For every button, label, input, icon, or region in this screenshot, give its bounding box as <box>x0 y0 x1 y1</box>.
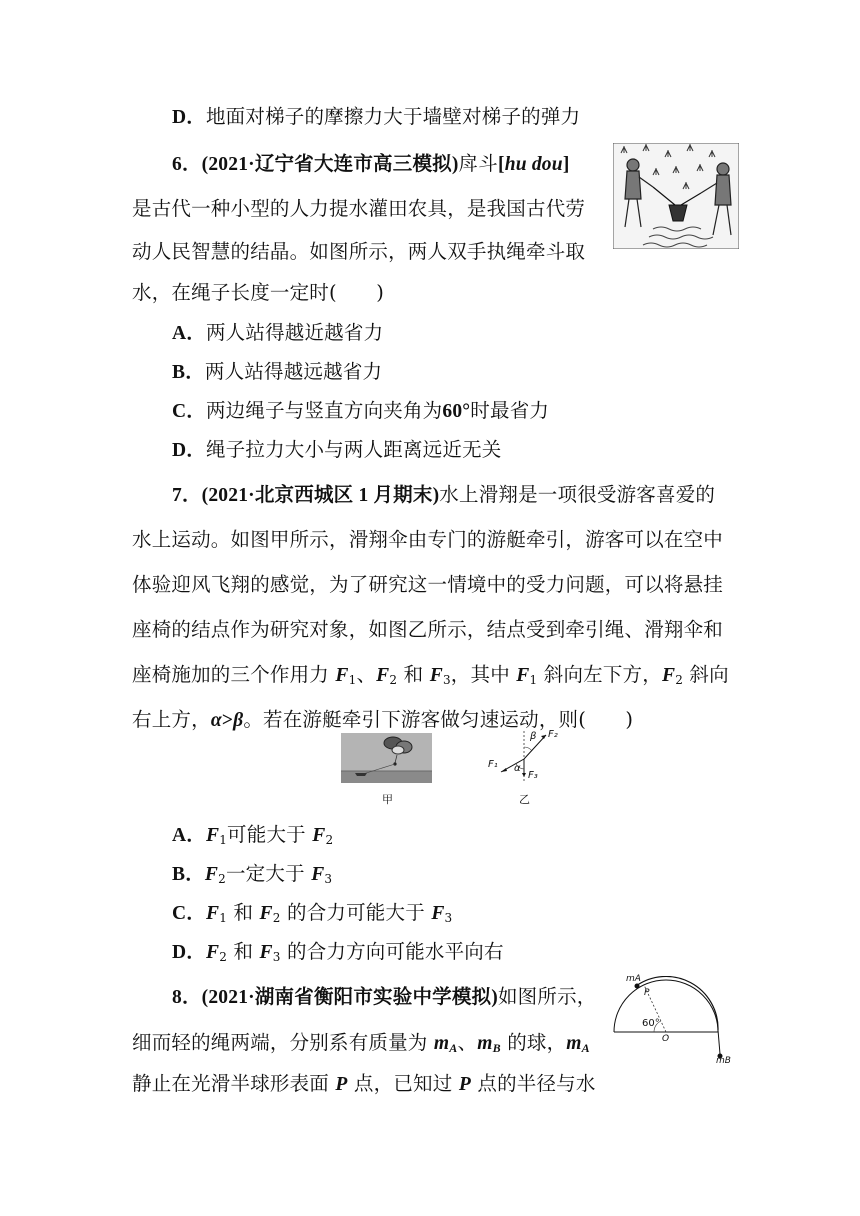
question-text: 水上滑翔是一项很受游客喜爱的 <box>439 483 716 506</box>
option-label: C． <box>172 903 206 924</box>
option-label: A． <box>172 825 206 846</box>
text: 点，已知过 <box>347 1072 459 1095</box>
label-f3: F₃ <box>528 770 538 781</box>
text: 斜向左下方， <box>537 663 662 686</box>
source-month: 1 <box>353 485 374 506</box>
q6-illustration <box>613 143 739 249</box>
text: 座椅施加的三个作用力 <box>132 663 336 686</box>
option-text: 地面对梯子的摩擦力大于墙壁对梯子的弹力 <box>205 105 581 128</box>
label-ma: mA <box>626 974 641 984</box>
label-beta: β <box>530 731 537 742</box>
label-mb: mB <box>716 1056 731 1066</box>
source-open: (2021· <box>201 154 255 175</box>
subscript: 1 <box>348 673 357 687</box>
question-source-suffix: 月期末 <box>373 483 433 506</box>
option-text: 两人站得越近越省力 <box>205 321 384 344</box>
pinyin-open: [ <box>497 154 505 175</box>
option-text: 一定大于 <box>225 862 312 885</box>
subscript: A <box>581 1041 590 1055</box>
text: 、 <box>356 663 377 686</box>
option-text: 两边绳子与竖直方向夹角为 <box>205 399 443 422</box>
question-number: 7． <box>172 485 202 506</box>
option-text: 的合力方向可能水平向右 <box>280 940 504 963</box>
q8-line1 <box>172 984 596 1011</box>
q6-option-a <box>172 320 383 347</box>
figure-caption-yi: 乙 <box>519 793 530 806</box>
question-number: 8． <box>172 987 202 1008</box>
subscript: 3 <box>442 673 451 687</box>
q6-line2: 是古代一种小型的人力提水灌田农具，是我国古代劳 <box>132 197 586 220</box>
q7-line1 <box>172 482 715 509</box>
var-m: m <box>477 1033 493 1054</box>
option-text: 可能大于 <box>227 823 313 846</box>
var-f: F <box>431 903 445 924</box>
var-f: F <box>204 864 219 885</box>
subscript: 2 <box>272 911 281 925</box>
subscript: 1 <box>529 673 538 687</box>
option-text: 时最省力 <box>470 399 550 422</box>
question-source: 湖南省衡阳市实验中学模拟 <box>254 985 492 1008</box>
force-diagram <box>486 729 566 787</box>
label-alpha: α <box>514 763 521 774</box>
subscript: 2 <box>218 872 226 886</box>
subscript: 2 <box>219 950 228 964</box>
subscript: 3 <box>444 911 453 925</box>
subscript: 3 <box>272 950 281 964</box>
q6-option-b <box>172 359 382 386</box>
var-f: F <box>205 825 220 846</box>
source-close: ) <box>491 987 498 1008</box>
q6-option-d <box>172 437 502 464</box>
subscript: B <box>492 1041 501 1055</box>
q7-option-c <box>172 900 452 931</box>
subscript: 2 <box>389 673 398 687</box>
option-text: 绳子拉力大小与两人距离远近无关 <box>205 438 502 461</box>
paraglide-photo <box>341 733 432 783</box>
option-text: 的合力可能大于 <box>280 901 432 924</box>
angle-value: 60° <box>442 401 471 422</box>
var-p: P <box>458 1074 471 1095</box>
subscript: 1 <box>219 911 228 925</box>
text: 点的半径与水 <box>470 1072 596 1095</box>
q6-line4: 水，在绳子长度一定时( ) <box>132 281 385 304</box>
text: 、 <box>457 1031 478 1054</box>
option-label: C． <box>172 401 206 422</box>
var-f: F <box>205 903 220 924</box>
var-f: F <box>661 665 676 686</box>
label-o: O <box>662 1034 670 1044</box>
subscript: 1 <box>219 833 228 847</box>
text: 。若在游艇牵引下游客做匀速运动，则( ) <box>243 708 634 731</box>
q7-option-d <box>172 939 504 970</box>
question-text: 如图所示， <box>497 985 597 1008</box>
term: 戽斗 <box>458 152 498 175</box>
var-f: F <box>311 864 325 885</box>
hemisphere-diagram <box>612 976 742 1068</box>
q7-line2: 水上运动。如图甲所示，滑翔伞由专门的游艇牵引，游客可以在空中 <box>132 528 724 551</box>
q7-line4: 座椅的结点作为研究对象，如图乙所示，结点受到牵引绳、滑翔伞和 <box>132 618 724 641</box>
var-f: F <box>259 903 273 924</box>
q6-option-c <box>172 398 549 425</box>
source-open: (2021· <box>201 485 255 506</box>
text: 的球， <box>500 1031 567 1054</box>
text: 斜向 <box>683 663 729 686</box>
question-source: 北京西城区 <box>254 483 354 506</box>
var-alpha: α <box>210 710 222 731</box>
var-p: P <box>335 1074 348 1095</box>
option-label: B． <box>172 362 205 383</box>
source-close: ) <box>432 485 440 506</box>
pinyin-close: ] <box>562 154 570 175</box>
option-label: D． <box>172 440 206 461</box>
option-label: A． <box>172 323 206 344</box>
var-m: m <box>433 1033 450 1054</box>
option-label: D． <box>172 942 206 963</box>
source-close: ) <box>451 154 459 175</box>
label-p: P <box>644 988 650 998</box>
text: 静止在光滑半球形表面 <box>132 1072 336 1095</box>
q6-line1 <box>172 151 570 178</box>
option-text: 两人站得越远越省力 <box>204 360 383 383</box>
question-number: 6． <box>172 154 202 175</box>
text: 和 <box>397 663 430 686</box>
var-f: F <box>516 665 530 686</box>
option-text: 和 <box>227 940 260 963</box>
q7-line5 <box>132 662 729 693</box>
var-beta: β <box>233 710 244 731</box>
source-open: (2021· <box>201 987 255 1008</box>
option-label: B． <box>172 864 205 885</box>
q7-line3: 体验迎风飞翔的感觉，为了研究这一情境中的受力问题，可以将悬挂 <box>132 573 724 596</box>
option-label: D． <box>172 107 206 128</box>
var-f: F <box>205 942 220 963</box>
var-f: F <box>429 665 443 686</box>
option-text: 和 <box>227 901 260 924</box>
pinyin: hu dou <box>504 154 563 175</box>
q7-option-b <box>172 861 332 892</box>
q5-option-d <box>172 104 580 131</box>
subscript: 3 <box>324 872 333 886</box>
text: 右上方， <box>132 708 211 731</box>
q6-line3: 动人民智慧的结晶。如图所示，两人双手执绳牵斗取 <box>132 240 586 263</box>
label-f2: F₂ <box>548 729 558 740</box>
var-f: F <box>376 665 390 686</box>
text: ，其中 <box>450 663 517 686</box>
var-f: F <box>335 665 349 686</box>
var-m: m <box>566 1033 582 1054</box>
question-source: 辽宁省大连市高三模拟 <box>254 152 452 175</box>
figure-caption-jia: 甲 <box>382 793 393 806</box>
var-f: F <box>259 942 273 963</box>
operator: > <box>221 710 234 731</box>
label-angle: 60° <box>642 1018 660 1029</box>
subscript: A <box>449 1041 458 1055</box>
text: 细而轻的绳两端，分别系有质量为 <box>132 1031 434 1054</box>
label-f1: F₁ <box>488 759 498 770</box>
var-f: F <box>312 825 326 846</box>
subscript: 2 <box>675 673 684 687</box>
subscript: 2 <box>325 833 334 847</box>
q8-line2 <box>132 1030 590 1061</box>
q7-option-a <box>172 822 333 853</box>
q8-line3 <box>132 1071 596 1098</box>
